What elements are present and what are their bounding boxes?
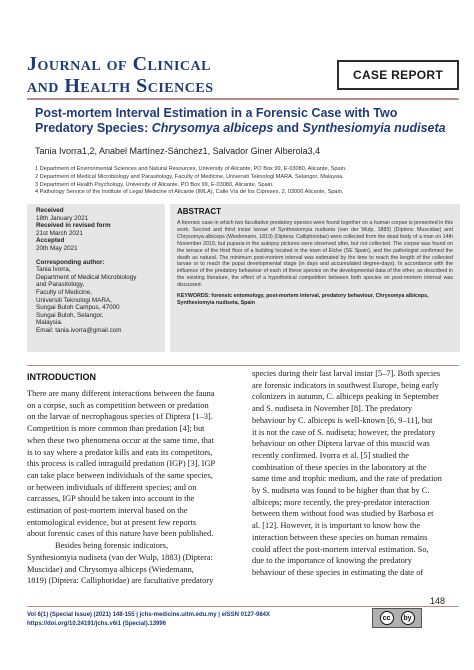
article-title-main: Post-mortem Interval Estimation in a Forensic Case with Two Predatory Species:	[35, 106, 398, 135]
accepted-date: 20th May 2021	[36, 244, 78, 252]
creative-commons-license-icon[interactable]	[372, 608, 422, 628]
text-line: interaction between these species on human remains	[252, 532, 428, 542]
journal-title-line-2: and Health Sciences	[27, 75, 214, 97]
corresponding-line: Department of Medical Microbiology	[36, 273, 137, 281]
article-title-conjunction: and	[273, 120, 303, 135]
body-column-right	[252, 368, 460, 579]
corresponding-line: Tania Ivorra,	[36, 266, 71, 274]
affiliation-item: 2 Department of Medical Microbiology and Parasitology, Faculty of Medicine, Universiti Teknologi MARA, Selangor, Malaysia.	[35, 173, 344, 180]
section-divider	[27, 365, 459, 366]
corresponding-author-label: Corresponding author:	[36, 258, 105, 266]
body-column-left	[27, 388, 231, 587]
text-line: when these two phenomena occur at the same time, that	[27, 435, 214, 445]
corresponding-line: Sungai Buloh Campus, 47000	[36, 304, 120, 312]
text-line: Besides being forensic indicators,	[55, 541, 169, 551]
author-list: Tania Ivorra1,2, Anabel Martínez-Sánchez1, Salvador Giner Alberola3,4	[35, 146, 321, 156]
corresponding-line: Malaysia.	[36, 319, 63, 327]
text-line: are forensic indicators in southwest Europe, being early	[252, 380, 439, 390]
text-line: Muscidae) and Chrysomya albiceps (Wiedemann,	[27, 564, 194, 574]
header-divider	[27, 98, 459, 100]
text-line: same time and trophic medium, and the rate of predation	[252, 474, 442, 484]
footer-citation: Vol 6(1) (Special Issue) (2021) 148-155 | jchs-medicine.uitm.edu.my | eISSN 0127-984X	[27, 612, 271, 618]
abstract-heading: ABSTRACT	[177, 207, 221, 216]
affiliation-item: 1 Department of Environmental Sciences and Natural Resources, University of Alicante, PO Box 99, E-03080, Alicante, Spain.	[35, 166, 347, 172]
text-line: this process is called intraguild predation (IGP) [3]. IGP	[27, 459, 216, 469]
revised-label: Received in revised form	[36, 222, 111, 230]
footer-doi-link[interactable]: https://doi.org/10.24191/jchs.v6i1 (Special).13996	[27, 621, 167, 627]
footer-divider	[27, 606, 459, 607]
text-line: can take place between individuals of the same species,	[27, 470, 213, 480]
text-line: al. [12]. However, it is important to know how the	[252, 521, 421, 531]
case-report-badge: CASE REPORT	[337, 60, 459, 90]
revised-date: 21st March 2021	[36, 229, 83, 237]
abstract-box	[170, 204, 460, 352]
corresponding-line: Faculty of Medicine,	[36, 288, 92, 296]
text-line: between them without food was studied by Barbosa et	[252, 509, 434, 519]
accepted-label: Accepted	[36, 237, 65, 245]
text-line: by S. nudiseta was found to be higher than that by C.	[252, 486, 430, 496]
abstract-keywords: KEYWORDS: forensic entomology, post-mortem interval, predatory behaviour, Chrysomya albiceps, Synthesiomyia nudiseta, Spain	[177, 293, 429, 307]
article-title-species-1: Chrysomya albiceps	[151, 120, 274, 135]
text-line: entomological evidence, but at present few reports	[27, 517, 197, 527]
text-line: Competition is more common than predation [4]; but	[27, 424, 205, 434]
text-line: due to the importance of knowing the predatory	[252, 556, 412, 566]
page-number: 148	[430, 596, 446, 606]
affiliations	[35, 166, 455, 197]
text-line: recently confirmed. Ivorra et al. [5] studied the	[252, 450, 409, 460]
text-line: Synthesiomyia nudiseta (van der Wulp, 1883) (Diptera:	[27, 552, 213, 562]
text-line: combination of these species in the laboratory at the	[252, 462, 427, 472]
affiliation-item: 4 Pathology Service of the Institute of Legal Medicine of Alicante (IMLA), Calle Vía de los Cipreses, 2, 03006 Alicante, Spain.	[35, 189, 344, 196]
text-line: 1819) (Diptera: Calliphoridae) are facultative predatory	[27, 576, 214, 586]
text-line: behaviour by C. albiceps is well-known [6, 9–11], but	[252, 415, 433, 425]
received-label: Received	[36, 207, 64, 214]
text-line: behaviour of these species in estimating the date of	[252, 567, 424, 577]
article-title	[35, 106, 447, 135]
text-line: is to say where a predator kills and eats its competitors,	[27, 447, 213, 457]
text-line: species during their last larval instar [5–7]. Both species	[252, 369, 441, 378]
text-line: albiceps; more recently, the prey-predator interaction	[252, 497, 430, 507]
affiliation-item: 3 Department of Health Psychology, University of Alicante. PO Box 99, E-03080, Alicante, Spain.	[35, 181, 274, 188]
corresponding-email[interactable]: Email: tania.ivorra@gmail.com	[36, 326, 122, 334]
introduction-heading: INTRODUCTION	[27, 372, 96, 382]
corresponding-line: and Parasitology,	[36, 281, 85, 289]
text-line: estimation of post-mortem interval based on the	[27, 506, 188, 516]
journal-title	[27, 53, 327, 97]
text-line: behaviour on other Diptera larvae of this muscid was	[252, 439, 430, 449]
text-line: could affect the post-mortem interval estimation. So,	[252, 544, 429, 554]
article-info-sidebar	[27, 204, 165, 352]
corresponding-line: Sungai Buloh, Selangor,	[36, 311, 104, 319]
cc-icon: cc	[380, 611, 394, 625]
text-line: it is not the case of S. nudiseta; however, the predatory	[252, 427, 436, 437]
text-line: about forensic cases of this nature have been published.	[27, 529, 214, 539]
corresponding-line: Universiti Teknologi MARA,	[36, 296, 112, 304]
text-line: colonizers in autumn, C. albiceps peaking in September	[252, 392, 439, 402]
text-line: or between individuals of different species; and on	[27, 482, 197, 492]
received-date: 18th January 2021	[36, 214, 89, 222]
text-line: There are many different interactions between the fauna	[27, 389, 215, 398]
article-title-species-2: Synthesiomyia nudiseta	[302, 120, 446, 135]
text-line: and S. nudiseta in November [8]. The predatory	[252, 404, 413, 414]
abstract-text: A forensic case in which two facultative predatory species were found together on a human corpse is presented in this work. Second and third instar larvae of Synthesiomyia nudiseta (van der Wulp, 1883) (Diptera: Muscidae) and Chrysomya albiceps (Wiedemann, 1819) (Diptera: Calliphoridae) were collected from the dead body of a man on 14th November 2019, but puparia in the autopsy pictures were observed after, but not collected. The corpse was found on the terrace of the third floor of a building located in the town of Elche (SE Spain), and the pathologist confirmed the death as natural. The minimum post-mortem interval was estimated by the time to reach the length of the collected larvae or to reach the pupal developmental stage (in days and accumulated degree-days). In accordance with the influence of the predatory behaviour of each of these species on the developmental data of the other, as described in the existing literature, the effect of a hypothetical competition between both species on post-mortem interval was discussed.	[177, 220, 453, 289]
text-line: on a corpse, such as competition between or predation	[27, 400, 209, 410]
text-line: on the larvae of necrophagous species of Diptera [1–3].	[27, 412, 213, 422]
text-line: carcasses, IGP should be taken into account in the	[27, 494, 195, 504]
journal-title-line-1: Journal of Clinical	[27, 53, 211, 75]
attribution-icon: by	[401, 611, 415, 625]
